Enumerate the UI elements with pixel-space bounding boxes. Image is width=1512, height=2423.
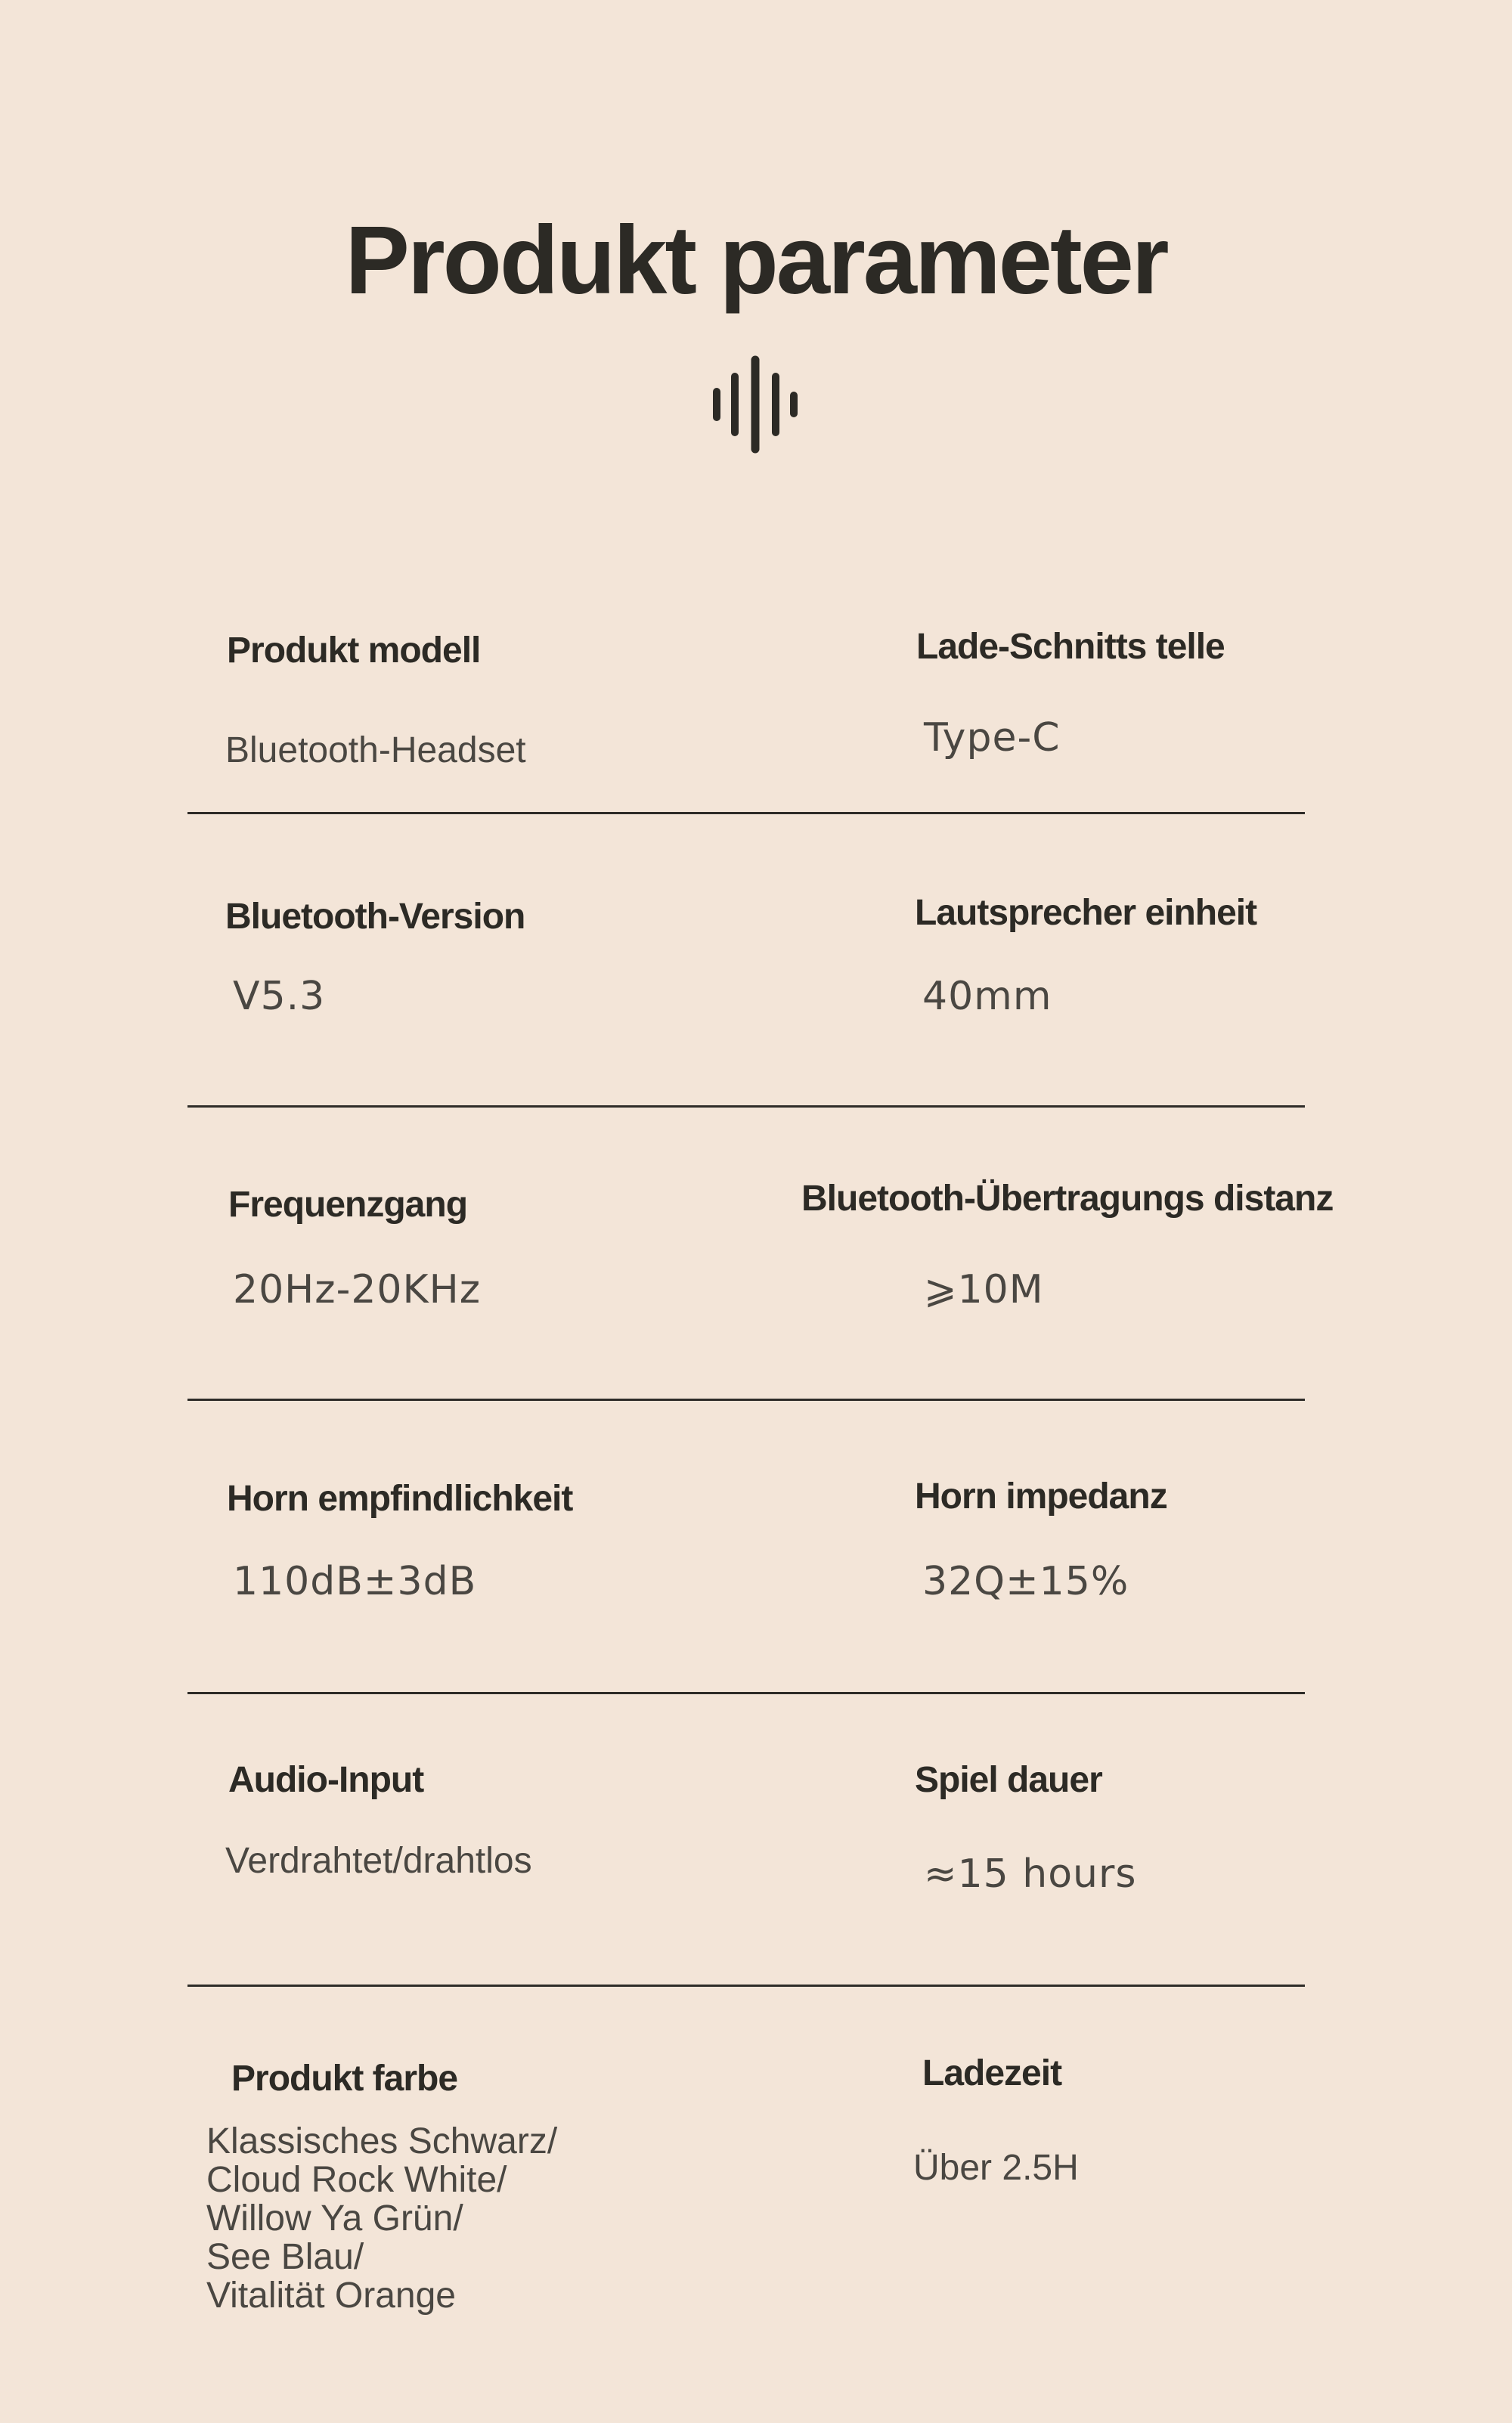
- param-value-produkt-modell: Bluetooth-Headset: [225, 730, 526, 770]
- param-value-spiel-dauer: ≈15 hours: [924, 1851, 1137, 1897]
- param-value-lautsprecher-einheit: 40mm: [922, 974, 1052, 1019]
- param-label-produkt-farbe: Produkt farbe: [231, 2059, 458, 2099]
- param-label-horn-impedanz: Horn impedanz: [915, 1476, 1167, 1517]
- row-divider: [187, 1985, 1305, 1987]
- param-value-audio-input: Verdrahtet/drahtlos: [225, 1841, 532, 1881]
- param-label-uebertragungs-distanz: Bluetooth-Übertragungs distanz: [801, 1179, 1334, 1219]
- page-title: Produkt parameter: [345, 206, 1167, 314]
- color-option: Klassisches Schwarz/: [206, 2121, 558, 2161]
- sound-wave-icon: [711, 355, 801, 454]
- param-label-lautsprecher-einheit: Lautsprecher einheit: [915, 893, 1257, 933]
- color-option: Willow Ya Grün/: [206, 2198, 463, 2239]
- param-label-spiel-dauer: Spiel dauer: [915, 1760, 1102, 1800]
- color-option: Cloud Rock White/: [206, 2160, 507, 2200]
- param-label-ladezeit: Ladezeit: [922, 2053, 1062, 2093]
- param-value-produkt-farbe: [206, 2122, 557, 2315]
- param-label-bluetooth-version: Bluetooth-Version: [225, 897, 525, 937]
- param-label-produkt-modell: Produkt modell: [227, 631, 481, 671]
- param-label-horn-empfindlichkeit: Horn empfindlichkeit: [227, 1479, 573, 1519]
- row-divider: [187, 1692, 1305, 1694]
- param-value-lade-schnittstelle: Type-C: [924, 715, 1061, 761]
- param-value-ladezeit: Über 2.5H: [913, 2148, 1079, 2188]
- row-divider: [187, 812, 1305, 814]
- param-label-lade-schnittstelle: Lade-Schnitts telle: [916, 627, 1225, 667]
- param-value-bluetooth-version: V5.3: [233, 974, 326, 1019]
- row-divider: [187, 1105, 1305, 1108]
- param-label-audio-input: Audio-Input: [228, 1760, 424, 1800]
- param-value-uebertragungs-distanz: ⩾10M: [924, 1267, 1044, 1312]
- param-value-frequenzgang: 20Hz-20KHz: [233, 1267, 481, 1312]
- color-option: See Blau/: [206, 2237, 364, 2277]
- param-label-frequenzgang: Frequenzgang: [228, 1185, 468, 1225]
- param-value-horn-impedanz: 32Q±15%: [922, 1559, 1129, 1604]
- param-value-horn-empfindlichkeit: 110dB±3dB: [233, 1559, 477, 1604]
- color-option: Vitalität Orange: [206, 2276, 456, 2316]
- row-divider: [187, 1399, 1305, 1401]
